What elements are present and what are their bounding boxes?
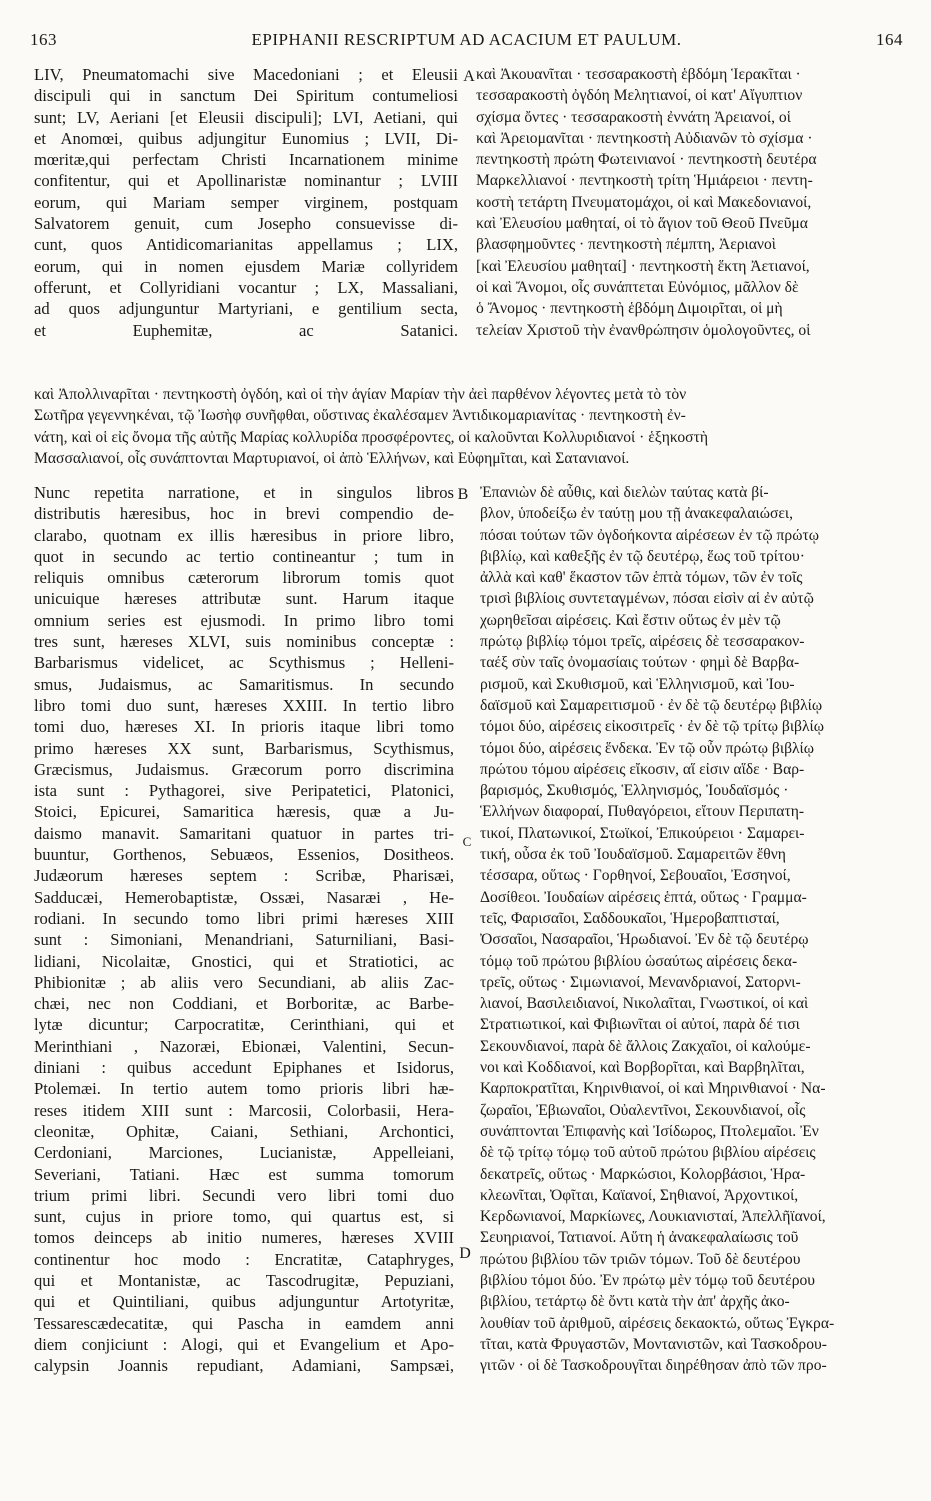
text-line: Stoici, Epicurei, Samaritica hæresis, quæ a Ju- (34, 802, 454, 822)
text-line: λιανοί, Βασιλειδιανοί, Νικολαῖται, Γνωστικοί, οἱ καὶ (480, 995, 809, 1013)
text-line: Στρατιωτικοί, καὶ Φιβιωνῖται οἱ αὐτοί, παρὰ δέ τισι (480, 1016, 800, 1034)
margin-marker-d: D (459, 1245, 471, 1262)
text-line: χωρηθεῖσαι αἱρέσεις. Καὶ ἔστιν οὕτως ἐν μὲν τῷ (480, 611, 781, 629)
text-line: καὶ Ἀκουανῖται · τεσσαρακοστὴ ἑβδόμη Ἱερακῖται · (476, 66, 801, 83)
text-line: Κερδωνιανοί, Μαρκίωνες, Λουκιανισταί, Ἀπελλῆϊανοί, (480, 1208, 826, 1226)
text-line: diem conjiciunt : Alogi, qui et Evangelium et Apo- (34, 1334, 454, 1354)
text-line: ad quos adjunguntur Martyriani, e gentilium secta, (34, 299, 458, 319)
text-line: καὶ Ἀρειομανῖται · πεντηκοστὴ Αὐδιανῶν τὸ σχίσμα · (476, 129, 813, 147)
text-line: rodiani. In secundo tomo libri primi hæreses XIII (34, 908, 454, 928)
text-line: sunt : Simoniani, Menandriani, Saturniliani, Basi- (34, 930, 454, 950)
text-line: τόμοι δύο, αἱρέσεις ἕνδεκα. Ἐν τῷ οὖν πρώτῳ βιβλίῳ (480, 739, 815, 757)
text-line: lytæ dicuntur; Carpocratitæ, Cerinthiani, qui et (34, 1015, 454, 1035)
greek-full-width-paragraph (34, 384, 906, 469)
text-line: Ὀσσαῖοι, Νασαραῖοι, Ἡρωδιανοί. Ἐν δὲ τῷ δευτέρῳ (480, 931, 809, 949)
text-line: qui et Quintiliani, quibus adjunguntur Artotyritæ, (34, 1292, 454, 1312)
text-line: τρισὶ βιβλίοις συντεταγμένων, πόσαι εἰσὶν αἱ ἐν αὐτῷ (480, 590, 814, 608)
text-line: τόμοι δύο, αἱρέσεις εἰκοσιτρεῖς · ἐν δὲ τῷ τρίτῳ βιβλίῳ (480, 718, 824, 736)
text-line: τεῖς, Φαρισαῖοι, Σαδδουκαῖοι, Ἡμεροβαπτισταί, (480, 909, 780, 927)
text-line: sunt; LV, Aeriani [et Eleusii discipuli]; LVI, Aetiani, qui (34, 107, 458, 127)
text-line: ὁ Ἄνομος · πεντηκοστὴ ἑβδόμη Διμοιρῖται, οἱ μὴ (476, 300, 783, 318)
text-line: ταέξ σὺν ταῖς ὀνομασίαις τούτων · φημὶ δὲ Βαρβα- (480, 654, 800, 672)
text-line: chæi, nec non Coddiani, et Borboritæ, ac Barbe- (34, 994, 454, 1014)
text-line: Σευηριανοί, Τατιανοί. Αὕτη ἡ ἀνακεφαλαίωσις τοῦ (480, 1229, 799, 1247)
text-line: οἱ καὶ Ἄνομοι, οἷς συνάπτεται Εὐνόμιος, μᾶλλον δὲ (476, 278, 799, 296)
text-line: unicuique hæreses attributæ sunt. Harum itaque (34, 589, 454, 609)
text-line: cunt, quos Antidicomarianitas appellamus ; LIX, (34, 235, 458, 255)
text-line: τικοί, Πλατωνικοί, Στωϊκοί, Ἐπικούρειοι · Σαμαρει- (480, 824, 805, 842)
text-line: quot in secundo ac tertio contineantur ; tum in (34, 546, 454, 566)
text-line: daismo manavit. Samaritani quatuor in partes tri- (34, 823, 454, 843)
text-line: tomos deinceps ab initio numeres, hæreses XVIII (34, 1228, 454, 1248)
text-line: Μαρκελλιανοί · πεντηκοστὴ τρίτη Ἡμιάρειοι · πεντη- (476, 172, 813, 190)
text-line: Ἑλλήνων διαφοραί, Πυθαγόρειοι, εἴτουν Περιπατη- (480, 803, 805, 821)
text-line: βιβλίῳ, καὶ καθεξῆς ἐν τῷ δευτέρῳ, ἕως τοῦ τρίτου· (480, 547, 805, 565)
text-line: βιβλίου τόμοι δύο. Ἐν πρώτῳ μὲν τόμῳ τοῦ δευτέρου (480, 1271, 816, 1289)
text-line: offerunt, et Collyridiani vocantur ; LX, Massaliani, (34, 277, 458, 297)
text-line: primo hæreses XX sunt, Barbarismus, Scythismus, (34, 738, 454, 758)
text-line: buuntur, Gorthenos, Sebuæos, Essenios, Dositheos. (34, 845, 454, 865)
text-line: clarabo, quotnam ex illis hæresibus in priore libro, (34, 525, 454, 545)
margin-marker-c: C (462, 834, 472, 849)
text-line: discipuli qui in sanctum Dei Spiritum contumeliosi (34, 86, 458, 106)
text-line: τόμῳ τοῦ πρώτου βιβλίου ὡσαύτως αἱρέσεις δεκα- (480, 952, 798, 970)
text-line: eorum, qui in nomen ejusdem Mariæ collyridem (34, 256, 458, 276)
text-line: eorum, qui Mariam semper virginem, postquam (34, 192, 458, 212)
text-line: tres sunt, hæreses XLVI, suis nominibus conceptæ : (34, 632, 454, 652)
text-line: συνάπτονται Ἐπιφανὴς καὶ Ἰσίδωρος, Πτολεμαῖοι. Ἐν (480, 1122, 819, 1140)
text-line: βλον, ὑποδείξω ἐν ταύτῃ μου τῇ ἀνακεφαλαιώσει, (480, 505, 794, 523)
text-line: Phibionitæ ; ab aliis vero Secundiani, ab aliis Zac- (34, 972, 454, 992)
text-line: πρώτου τόμου αἱρέσεις εἴκοσιν, αἵ εἰσιν αἵδε · Βαρ- (480, 760, 805, 778)
text-line: ἀλλὰ καὶ καθ' ἕκαστον τῶν ἑπτὰ τόμων, τῶν ἐν τοῖς (480, 569, 803, 587)
text-line: βαρισμός, Σκυθισμός, Ἑλληνισμός, Ἰουδαϊσμός · (480, 782, 789, 800)
text-line: Sadducæi, Hemerobaptistæ, Ossæi, Nasaræi , He- (34, 887, 454, 907)
text-line: reses itidem XIII sunt : Marcosii, Colorbasii, Hera- (34, 1100, 454, 1120)
latin-column-top (34, 64, 458, 341)
text-line: νάτη, καὶ οἱ εἰς ὄνομα τῆς αὐτῆς Μαρίας κολλυρίδα προσφέροντες, οἱ καλοῦνται Κολλυριδιανοί · ἑξηκοστὴ (34, 428, 709, 446)
text-line: libro tomi duo sunt, hæreses XXIII. In tertio libro (34, 695, 454, 715)
text-line: πρώτῳ βιβλίῳ τόμοι τρεῖς, αἱρέσεις δὲ τεσσαρακον- (480, 633, 805, 651)
text-line: Judæorum hæreses septem : Scribæ, Pharisæi, (34, 866, 454, 886)
greek-column-top (476, 64, 906, 341)
page-number-left: 163 (30, 30, 57, 49)
text-line: confitentur, qui et Apollinaristæ nominantur ; LVIII (34, 171, 458, 191)
running-header (30, 30, 903, 54)
text-line: [καὶ Ἐλευσίου μαθηταί] · πεντηκοστὴ ἕκτη Ἀετιανοί, (476, 257, 810, 275)
text-line: Salvatorem genuit, cum Josepho consuevisse di- (34, 214, 458, 234)
text-line: et Euphemitæ, ac Satanici. (34, 320, 458, 340)
text-line: ista sunt : Pythagorei, sive Peripatetici, Platonici, (34, 781, 454, 801)
text-line: σχίσμα ὄντες · τεσσαρακοστὴ ἐννάτη Ἀρειανοί, οἱ (476, 108, 791, 126)
text-line: τεσσαρακοστὴ ὀγδόη Μελητιανοί, οἱ κατ' Αἴγυπτιον (476, 87, 803, 105)
text-line: δεκατρεῖς, οὕτως · Μαρκώσιοι, Κολορβάσιοι, Ἡρα- (480, 1165, 806, 1183)
text-line: Σεκουνδιανοί, παρὰ δὲ ἄλλοις Ζακχαῖοι, οἱ καλούμε- (480, 1037, 811, 1055)
text-line: Græcismus, Judaismus. Græcorum porro discrimina (34, 759, 454, 779)
text-line: Δοσίθεοι. Ἰουδαίων αἱρέσεις ἑπτά, οὕτως · Γραμμα- (480, 888, 807, 906)
text-line: Ptolemæi. In tertio autem tomo prioris libri hæ- (34, 1079, 454, 1099)
text-line: Σωτῆρα γεγεννηκέναι, τῷ Ἰωσὴφ συνῆφθαι, οὕστινας ἐκαλέσαμεν Ἀντιδικομαριανίτας · πεντηκοστὴ ἐν- (34, 407, 686, 425)
text-line: LIV, Pneumatomachi sive Macedoniani ; et Eleusii (34, 65, 458, 84)
text-line: Cerdoniani, Marciones, Lucianistæ, Appelleiani, (34, 1143, 454, 1163)
running-title: EPIPHANII RESCRIPTUM AD ACACIUM ET PAULUM. (251, 30, 682, 49)
text-line: τική, οὖσα ἐκ τοῦ Ἰουδαϊσμοῦ. Σαμαρειτῶν ἔθνη (480, 846, 786, 864)
text-line: mœritæ,qui perfectam Christi Incarnationem minime (34, 150, 458, 170)
text-line: qui et Montanistæ, ac Tascodrugitæ, Pepuziani, (34, 1270, 454, 1290)
text-line: καὶ Ἐλευσίου μαθηταί, οἱ τὸ ἅγιον τοῦ Θεοῦ Πνεῦμα (476, 215, 808, 233)
text-line: diniani : quibus accedunt Epiphanes et Isidorus, (34, 1058, 454, 1078)
text-line: πρώτου βιβλίου τῶν τριῶν τόμων. Τοῦ δὲ δευτέρου (480, 1250, 801, 1268)
page-number-right: 164 (876, 30, 903, 49)
text-line: tomi duo, hæreses XI. In prioris itaque libri tomo (34, 717, 454, 737)
text-line: Merinthiani , Nazoræi, Ebionæi, Valentini, Secun- (34, 1036, 454, 1056)
text-line: Μασσαλιανοί, οἷς συνάπτονται Μαρτυριανοί, οἱ ἀπὸ Ἑλλήνων, καὶ Εὐφημῖται, καὶ Σατανιανοί. (34, 449, 630, 467)
text-line: γιτῶν · οἱ δὲ Τασκοδρουγῖται διηρέθησαν ἀπὸ τῶν προ- (480, 1357, 827, 1375)
margin-marker-b: B (457, 486, 469, 503)
text-line: δαϊσμοῦ καὶ Σαμαρειτισμοῦ · ἐν δὲ τῷ δευτέρῳ βιβλίῳ (480, 696, 823, 714)
text-line: Barbarismus videlicet, ac Scythismus ; Helleni- (34, 653, 454, 673)
text-line: trium primi libri. Secundi vero libri tomi duo (34, 1185, 454, 1205)
text-line: Severiani, Tatiani. Hæc est summa tomorum (34, 1164, 454, 1184)
text-line: τῖται, κατὰ Φρυγαστῶν, Μοντανιστῶν, καὶ Τασκοδρου- (480, 1335, 827, 1353)
text-line: Καρποκρατῖται, Κηρινθιανοί, οἱ καὶ Μηρινθιανοί · Να- (480, 1080, 826, 1098)
text-line: κλεωνῖται, Ὀφῖται, Καϊανοί, Σηθιανοί, Ἀρχοντικοί, (480, 1186, 799, 1204)
text-line: βιβλίου, τετάρτῳ δὲ ὄντι κατὰ τὴν ἀπ' ἀρχῆς ἀκο- (480, 1293, 790, 1311)
text-line: smus, Judaismus, ac Samaritismus. In secundo (34, 674, 454, 694)
text-line: βλασφημοῦντες · πεντηκοστὴ πέμπτη, Ἀεριανοὶ (476, 236, 776, 254)
text-line: ρισμοῦ, καὶ Σκυθισμοῦ, καὶ Ἑλληνισμοῦ, καὶ Ἰου- (480, 675, 795, 693)
text-line: πόσαι τούτων τῶν ὀγδοήκοντα αἱρέσεων ἐν τῷ πρώτῳ (480, 526, 820, 544)
text-line: cleonitæ, Ophitæ, Caiani, Sethiani, Archontici, (34, 1121, 454, 1141)
text-line: sunt, cujus in priore tomo, qui quartus est, si (34, 1207, 454, 1227)
text-line: reliquis omnibus cæterorum librorum tomis quot (34, 568, 454, 588)
greek-column-bottom (480, 482, 906, 1376)
text-line: δὲ τῷ τρίτῳ τόμῳ τοῦ αὐτοῦ πρώτου βιβλίου αἱρέσεις (480, 1144, 816, 1162)
margin-marker-a: A (463, 68, 475, 85)
text-line: continentur hoc modo : Encratitæ, Cataphryges, (34, 1249, 454, 1269)
text-line: νοι καὶ Κοδδιανοί, καὶ Βορβορῖται, καὶ Βαρβηλῖται, (480, 1059, 805, 1077)
text-line: Ἐπανιὼν δὲ αὖθις, καὶ διελὼν ταύτας κατὰ βί- (480, 484, 769, 501)
text-line: τελείαν Χριστοῦ τὴν ἐνανθρώπησιν ὁμολογοῦντες, οἱ (476, 321, 811, 339)
text-line: lidiani, Nicolaitæ, Gnostici, qui et Stratiotici, ac (34, 951, 454, 971)
text-line: Nunc repetita narratione, et in singulos libros (34, 483, 454, 502)
text-line: τέσσαρα, οὕτως · Γορθηνοί, Σεβουαῖοι, Ἐσσηνοί, (480, 867, 791, 885)
text-line: distributis hæresibus, hoc in brevi compendio de- (34, 504, 454, 524)
text-line: κοστὴ τετάρτη Πνευματομάχοι, οἱ καὶ Μακεδονιανοί, (476, 193, 812, 211)
text-line: τρεῖς, οὕτως · Σιμωνιανοί, Μενανδριανοί, Σατορνι- (480, 973, 801, 991)
text-line: et Anomœi, quibus adjungitur Eunomius ; LVII, Di- (34, 128, 458, 148)
text-line: πεντηκοστὴ πρώτη Φωτεινιανοί · πεντηκοστὴ δευτέρα (476, 151, 817, 169)
text-line: λουθίαν τοῦ ἀριθμοῦ, αἱρέσεις δεκαοκτώ, οὕτως Ἐγκρα- (480, 1314, 835, 1332)
text-line: calypsin Joannis repudiant, Adamiani, Sampsæi, (34, 1356, 454, 1376)
text-line: omnium series est ejusmodi. In primo libro tomi (34, 610, 454, 630)
text-line: ζωραῖοι, Ἐβιωναῖοι, Οὐαλεντῖνοι, Σεκουνδιανοί, οἷς (480, 1101, 806, 1119)
latin-column-bottom (34, 482, 454, 1376)
text-line: Tessarescædecatitæ, qui Pascha in eamdem anni (34, 1313, 454, 1333)
text-line: καὶ Ἀπολλιναρῖται · πεντηκοστὴ ὀγδόη, καὶ οἱ τὴν ἁγίαν Μαρίαν τὴν ἀεὶ παρθένον λέγοντες μετὰ τὸ τὸν (34, 386, 687, 403)
